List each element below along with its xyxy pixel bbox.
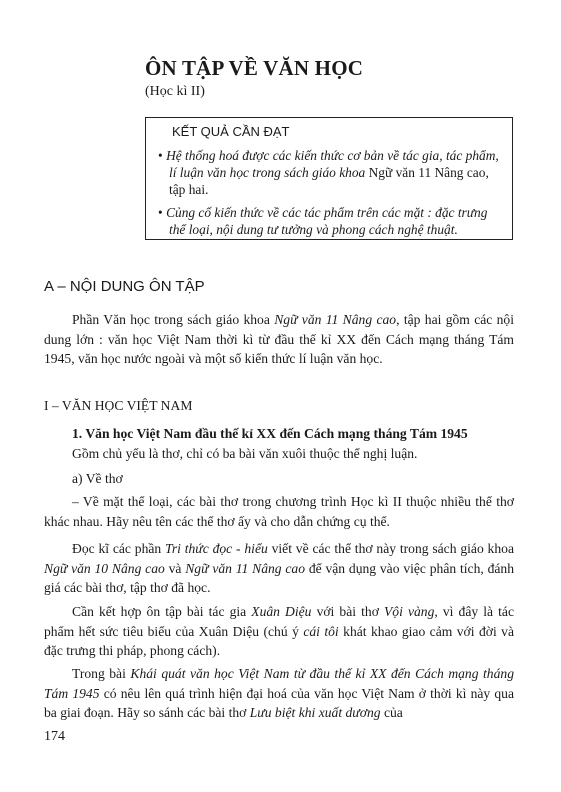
poem-title: Lưu biệt khi xuất dương xyxy=(249,705,381,721)
text-run: Cần kết hợp ôn tập bài tác gia xyxy=(72,604,252,619)
goal-book-title: Ngữ văn 11 Nâng cao xyxy=(368,165,486,180)
learning-goal-item xyxy=(158,147,502,198)
book-title: Ngữ văn 10 Nâng cao xyxy=(44,560,165,576)
text-run: viết về các thể thơ này trong sách giáo khoa xyxy=(267,541,514,556)
learning-goals-box xyxy=(145,117,513,240)
bullet-icon: • xyxy=(158,148,163,163)
paragraph xyxy=(44,310,514,369)
author-name: Xuân Diệu xyxy=(251,604,312,619)
bullet-icon: • xyxy=(158,205,163,220)
paragraph xyxy=(44,602,514,661)
paragraph xyxy=(44,664,514,723)
paragraph: – Về mặt thể loại, các bài thơ trong chương trình Học kì II thuộc nhiều thể thơ khác nhau. Hãy nêu tên các thể thơ ấy và cho dẫn chứng cụ thể. xyxy=(44,494,514,529)
learning-goals-title: KẾT QUẢ CẦN ĐẠT xyxy=(172,124,290,139)
section-heading-i: I – VĂN HỌC VIỆT NAM xyxy=(44,398,193,413)
text-run: và xyxy=(164,560,186,576)
intro-line: Gồm chủ yếu là thơ, chỉ có ba bài văn xuôi thuộc thể nghị luận. xyxy=(72,446,418,461)
subsection-heading: 1. Văn học Việt Nam đầu thế kỉ XX đến Cách mạng tháng Tám 1945 xyxy=(72,426,468,441)
lesson-title: Khái quát văn học Việt Nam từ đầu thế kỉ XX đến Cách mạng tháng Tám 1945 xyxy=(44,666,514,701)
subsection-label: a) Về thơ xyxy=(72,471,123,486)
paragraph xyxy=(44,539,514,598)
page-subtitle: (Học kì II) xyxy=(145,84,205,99)
text-run: , vì đây là tác phẩm hết sức tiêu biểu của Xuân Diệu (chú ý xyxy=(44,604,515,639)
text-run: Phần Văn học trong sách giáo khoa xyxy=(72,312,275,327)
section-heading-a: A – NỘI DUNG ÔN TẬP xyxy=(44,278,205,295)
text-run: khát khao giao cảm với đời và đặc trưng thi pháp, phong cách). xyxy=(44,623,514,659)
page-title: ÔN TẬP VỀ VĂN HỌC xyxy=(145,56,364,80)
text-run: có nêu lên quá trình hiện đại hoá của văn học Việt Nam ở thời kì này qua ba giai đoạn. Hãy so sánh các bài thơ xyxy=(44,685,514,721)
text-run: của xyxy=(380,705,403,721)
italic-term: cái tôi xyxy=(303,623,339,639)
goal-text: Hệ thống hoá được các kiến thức cơ bản về tác gia, tác phẩm, lí luận văn học trong sách giáo khoa xyxy=(166,148,499,180)
text-run: để vận dụng vào việc phân tích, đánh giá các bài thơ, tập thơ đã học. xyxy=(44,560,514,596)
book-title: Ngữ văn 11 Nâng cao xyxy=(274,312,397,327)
text-run: , tập hai gồm các nội dung lớn : văn học Việt Nam thời kì từ đầu thế kỉ XX đến Cách mạng tháng Tám 1945, văn học nước ngoài và một số kiến thức lí luận văn học. xyxy=(44,312,515,367)
italic-term: Tri thức đọc - hiểu xyxy=(165,541,268,556)
text-run: Trong bài xyxy=(72,666,131,681)
text-run: với bài thơ xyxy=(311,604,384,619)
goal-text: , tập hai. xyxy=(169,165,489,197)
learning-goal-item xyxy=(158,204,502,238)
poem-title: Vội vàng xyxy=(383,604,435,619)
book-title: Ngữ văn 11 Nâng cao xyxy=(185,560,306,576)
text-run: Đọc kĩ các phần xyxy=(72,541,166,556)
page-number: 174 xyxy=(44,729,65,744)
goal-text: Củng cố kiến thức về các tác phẩm trên các mặt : đặc trưng thể loại, nội dung tư tưởng và phong cách nghệ thuật. xyxy=(166,205,488,237)
